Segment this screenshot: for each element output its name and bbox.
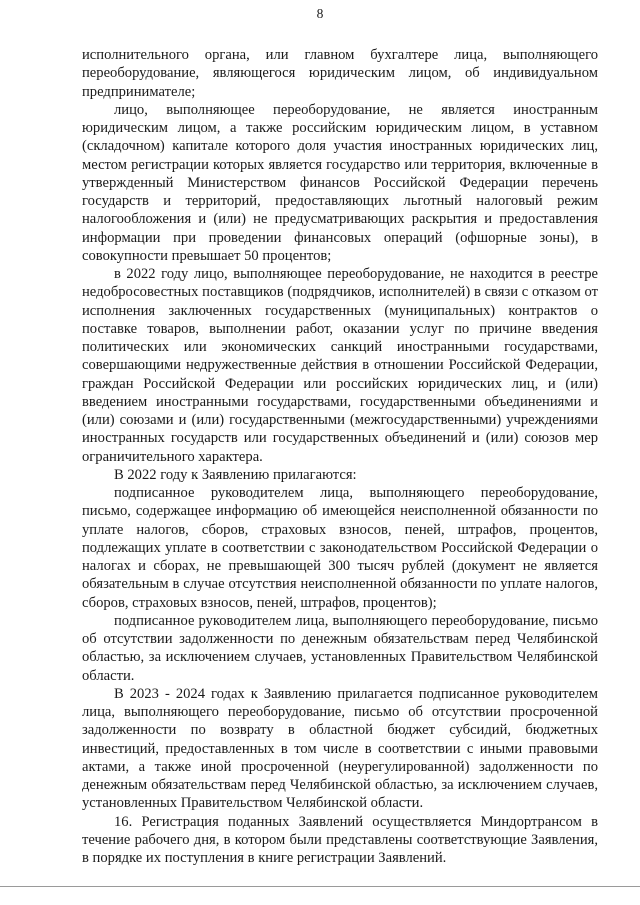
paragraph-2022-attachments-heading: В 2022 году к Заявлению прилагаются: bbox=[114, 466, 357, 483]
paragraph-foreign-entity-condition: лицо, выполняющее переоборудование, не является иностранным юридическим лицом, а также российским юридическим лицом, в уставном (складочном) капитале которого доля участия иностранных юридических лиц, местом регистрации которых является государство или территория, включенные в утвержденный Министерством финансов Российской Федерации перечень государств и территорий, предоставляющих льготный налоговый режим налогообложения и (или) не предусматривающих раскрытия и предоставления информации при проведении финансовых операций (офшорные зоны), в совокупности превышает 50 процентов; bbox=[82, 101, 598, 264]
page-number: 8 bbox=[316, 6, 324, 21]
paragraph-no-debt-letter: подписанное руководителем лица, выполняющего переоборудование, письмо об отсутствии задолженности по денежным обязательствам перед Челябинской областью, за исключением случаев, установленных Правительством Челябинской области. bbox=[82, 612, 598, 684]
paragraph-continuation: исполнительного органа, или главном бухгалтере лица, выполняющего переоборудование, являющегося юридическим лицом, об индивидуальном предпринимателе; bbox=[82, 47, 598, 100]
paragraph-16-registration: 16. Регистрация поданных Заявлений осуществляется Миндортрансом в течение рабочего дня, в котором были представлены соответствующие Заявления, в порядке их поступления в книге регистрации Заявлений. bbox=[82, 813, 598, 866]
paragraph-2023-2024-attachment: В 2023 - 2024 годах к Заявлению прилагается подписанное руководителем лица, выполняющего переоборудование, письмо об отсутствии просроченной задолженности по возврату в областной бюджет субсидий, бюджетных инвестиций, предоставленных в том числе в соответствии с иными правовыми актами, а также иной просроченной (неурегулированной) задолженности по денежным обязательствам перед Челябинской областью, за исключением случаев, установленных Правительством Челябинской области. bbox=[82, 685, 598, 812]
paragraph-tax-obligation-letter: подписанное руководителем лица, выполняющего переоборудование, письмо, содержащее информацию об имеющейся неисполненной обязанности по уплате налогов, сборов, страховых взносов, пеней, штрафов, процентов, подлежащих уплате в соответствии с законодательством Российской Федерации о налогах и сборах, не превышающей 300 тысяч рублей (документ не является обязательным в случае отсутствия неисполненной обязанности по уплате налогов, сборов, страховых взносов, пеней, штрафов, процентов); bbox=[82, 485, 598, 611]
paragraph-unfair-suppliers-registry: в 2022 году лицо, выполняющее переоборудование, не находится в реестре недобросовестных поставщиков (подрядчиков, исполнителей) в связи с отказом от исполнения заключенных государственных (муниципальных) контрактов о поставке товаров, выполнении работ, оказании услуг по причине введения политических или экономических санкций иностранными государствами, совершающими недружественные действия в отношении Российской Федерации, граждан Российской Федерации или российских юридических лиц, и (или) введением иностранными государствами, государственными объединениями и (или) союзами и (или) государственными (межгосударственными) учреждениями иностранных государств или государственных объединений и (или) союзов мер ограничительного характера. bbox=[82, 266, 598, 465]
page-bottom-divider bbox=[0, 886, 640, 887]
document-body bbox=[82, 46, 598, 867]
